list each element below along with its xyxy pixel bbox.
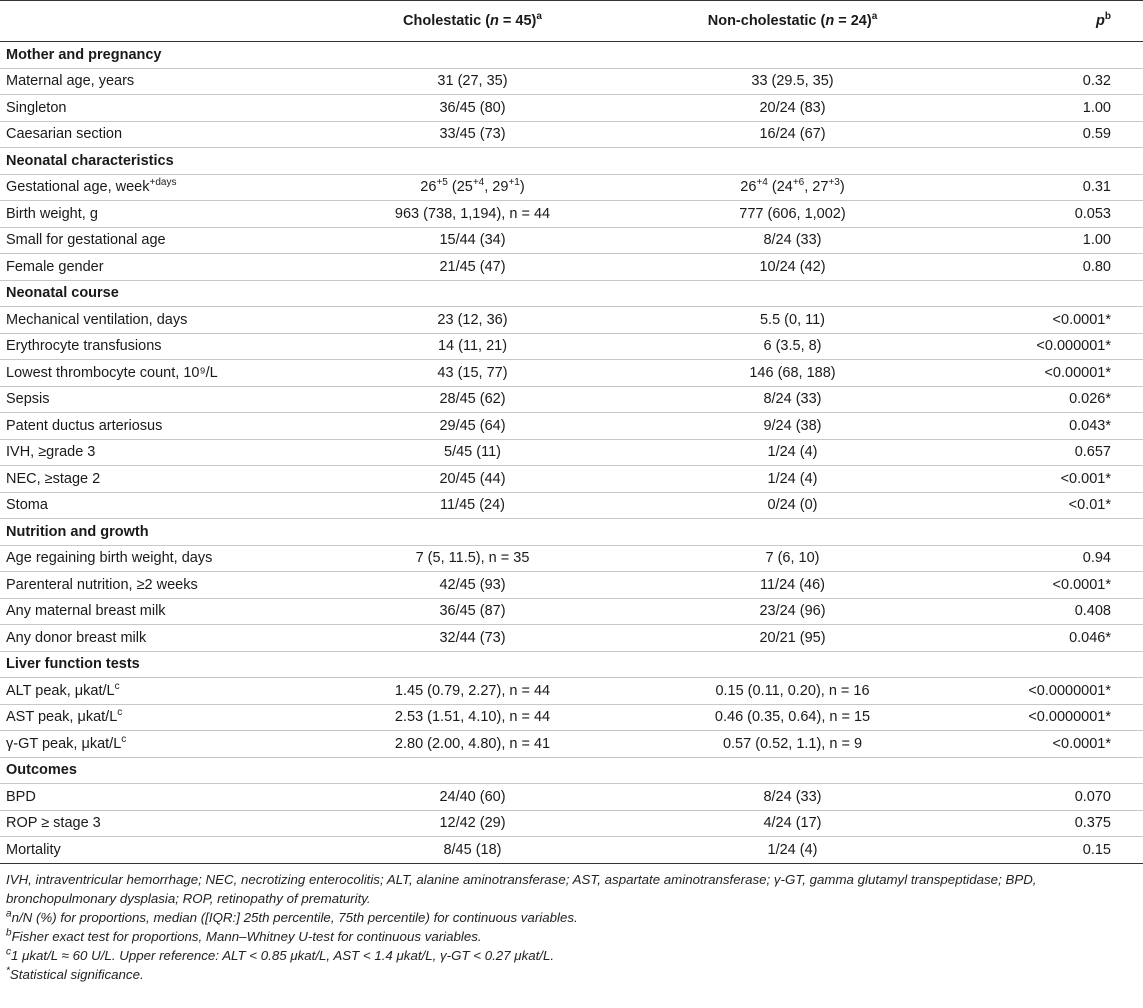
noncholestatic-value: 777 (606, 1,002) <box>630 201 955 228</box>
table-row <box>0 68 1143 95</box>
row-label: Mechanical ventilation, days <box>0 307 315 334</box>
table-body <box>0 42 1143 864</box>
noncholestatic-value: 8/24 (33) <box>630 227 955 254</box>
p-value: <0.01* <box>955 492 1143 519</box>
cholestatic-value: 2.53 (1.51, 4.10), n = 44 <box>315 704 630 731</box>
cholestatic-value: 15/44 (34) <box>315 227 630 254</box>
section-title: Neonatal characteristics <box>0 148 1143 175</box>
row-label: γ-GT peak, μkat/$L^c$ <box>0 731 315 758</box>
footnotes <box>0 870 1143 984</box>
noncholestatic-value: $26^{+4}$ ($24^{+6}$, $27^{+3}$) <box>630 174 955 201</box>
row-label: Age regaining birth weight, days <box>0 545 315 572</box>
header-cholestatic: Cholestatic (n = 45)$^a$ <box>315 1 630 42</box>
cholestatic-value: 36/45 (87) <box>315 598 630 625</box>
noncholestatic-value: 1/24 (4) <box>630 439 955 466</box>
row-label: Any donor breast milk <box>0 625 315 652</box>
p-value: 0.408 <box>955 598 1143 625</box>
p-value: 0.59 <box>955 121 1143 148</box>
row-label: ROP ≥ stage 3 <box>0 810 315 837</box>
row-label: Small for gestational age <box>0 227 315 254</box>
table-row <box>0 413 1143 440</box>
row-label: IVH, ≥grade 3 <box>0 439 315 466</box>
row-label: Parenteral nutrition, ≥2 weeks <box>0 572 315 599</box>
noncholestatic-value: 0/24 (0) <box>630 492 955 519</box>
cholestatic-value: 28/45 (62) <box>315 386 630 413</box>
row-label: AST peak, μkat/$L^c$ <box>0 704 315 731</box>
row-label: Singleton <box>0 95 315 122</box>
table-row <box>0 492 1143 519</box>
noncholestatic-value: 146 (68, 188) <box>630 360 955 387</box>
table-row <box>0 201 1143 228</box>
header-label-col <box>0 1 315 42</box>
cholestatic-value: 7 (5, 11.5), n = 35 <box>315 545 630 572</box>
header-row <box>0 1 1143 42</box>
cholestatic-value: 43 (15, 77) <box>315 360 630 387</box>
table-row <box>0 121 1143 148</box>
p-value: 0.32 <box>955 68 1143 95</box>
footnote-abbreviations: IVH, intraventricular hemorrhage; NEC, necrotizing enterocolitis; ALT, alanine aminotransferase; AST, aspartate aminotransferase; γ-GT, gamma glutamyl transpeptidase; BPD, bronchopulmonary dysplasia; ROP, retinopathy of prematurity. <box>6 871 1037 906</box>
section-title: Neonatal course <box>0 280 1143 307</box>
section-header-row <box>0 42 1143 69</box>
table-row <box>0 333 1143 360</box>
table-row <box>0 174 1143 201</box>
p-value: 0.375 <box>955 810 1143 837</box>
table-row <box>0 810 1143 837</box>
cholestatic-value: 11/45 (24) <box>315 492 630 519</box>
table-row <box>0 386 1143 413</box>
section-header-row <box>0 651 1143 678</box>
p-value: 0.046* <box>955 625 1143 652</box>
noncholestatic-value: 16/24 (67) <box>630 121 955 148</box>
table-row <box>0 307 1143 334</box>
p-value: 0.070 <box>955 784 1143 811</box>
cholestatic-value: 24/40 (60) <box>315 784 630 811</box>
row-label: Patent ductus arteriosus <box>0 413 315 440</box>
row-label: Stoma <box>0 492 315 519</box>
p-value: <0.00001* <box>955 360 1143 387</box>
p-value: <0.0001* <box>955 572 1143 599</box>
p-value: 0.31 <box>955 174 1143 201</box>
noncholestatic-value: 9/24 (38) <box>630 413 955 440</box>
row-label: Mortality <box>0 837 315 864</box>
row-label: NEC, ≥stage 2 <box>0 466 315 493</box>
p-value: 0.026* <box>955 386 1143 413</box>
table-row <box>0 254 1143 281</box>
table-row <box>0 704 1143 731</box>
noncholestatic-value: 11/24 (46) <box>630 572 955 599</box>
row-label: Caesarian section <box>0 121 315 148</box>
section-header-row <box>0 519 1143 546</box>
table-row <box>0 731 1143 758</box>
section-header-row <box>0 280 1143 307</box>
p-value: <0.000001* <box>955 333 1143 360</box>
noncholestatic-value: 10/24 (42) <box>630 254 955 281</box>
row-label: Maternal age, years <box>0 68 315 95</box>
noncholestatic-value: 1/24 (4) <box>630 837 955 864</box>
row-label: Lowest thrombocyte count, 10⁹/L <box>0 360 315 387</box>
footnote-b: $^b$Fisher exact test for proportions, Mann–Whitney U-test for continuous variables. <box>6 927 482 944</box>
cholestatic-value: 2.80 (2.00, 4.80), n = 41 <box>315 731 630 758</box>
noncholestatic-value: 23/24 (96) <box>630 598 955 625</box>
table-row <box>0 678 1143 705</box>
cholestatic-value: 21/45 (47) <box>315 254 630 281</box>
noncholestatic-value: 8/24 (33) <box>630 784 955 811</box>
cholestatic-value: 14 (11, 21) <box>315 333 630 360</box>
p-value: 1.00 <box>955 227 1143 254</box>
p-value: 0.94 <box>955 545 1143 572</box>
cholestatic-value: 963 (738, 1,194), n = 44 <box>315 201 630 228</box>
row-label: Female gender <box>0 254 315 281</box>
p-value: <0.0001* <box>955 307 1143 334</box>
noncholestatic-value: 0.57 (0.52, 1.1), n = 9 <box>630 731 955 758</box>
row-label: Gestational age, week$^{+days}$ <box>0 174 315 201</box>
p-value: 0.043* <box>955 413 1143 440</box>
table-row <box>0 572 1143 599</box>
p-value: 1.00 <box>955 95 1143 122</box>
footnote-c: $^c$1 μkat/L ≈ 60 U/L. Upper reference: ALT < 0.85 μkat/L, AST < 1.4 μkat/L, γ-GT < 0.27 μkat/L. <box>6 946 555 963</box>
p-value: <0.0000001* <box>955 704 1143 731</box>
noncholestatic-value: 7 (6, 10) <box>630 545 955 572</box>
footnote-a: $^a$n/N (%) for proportions, median ([IQR:] 25th percentile, 75th percentile) for continuous variables. <box>6 908 578 925</box>
table-row <box>0 784 1143 811</box>
table-row <box>0 360 1143 387</box>
noncholestatic-value: 20/24 (83) <box>630 95 955 122</box>
row-label: Sepsis <box>0 386 315 413</box>
cholestatic-value: 36/45 (80) <box>315 95 630 122</box>
cholestatic-value: 23 (12, 36) <box>315 307 630 334</box>
noncholestatic-value: 0.46 (0.35, 0.64), n = 15 <box>630 704 955 731</box>
table-row <box>0 466 1143 493</box>
section-header-row <box>0 757 1143 784</box>
noncholestatic-value: 8/24 (33) <box>630 386 955 413</box>
table-row <box>0 439 1143 466</box>
cholestatic-value: $26^{+5}$ ($25^{+4}$, $29^{+1}$) <box>315 174 630 201</box>
row-label: Erythrocyte transfusions <box>0 333 315 360</box>
noncholestatic-value: 33 (29.5, 35) <box>630 68 955 95</box>
table-row <box>0 227 1143 254</box>
cholestatic-value: 31 (27, 35) <box>315 68 630 95</box>
cholestatic-value: 32/44 (73) <box>315 625 630 652</box>
noncholestatic-value: 20/21 (95) <box>630 625 955 652</box>
p-value: <0.0000001* <box>955 678 1143 705</box>
row-label: BPD <box>0 784 315 811</box>
table-row <box>0 837 1143 864</box>
p-value: 0.053 <box>955 201 1143 228</box>
section-header-row <box>0 148 1143 175</box>
cholestatic-value: 29/45 (64) <box>315 413 630 440</box>
noncholestatic-value: 4/24 (17) <box>630 810 955 837</box>
table-row <box>0 95 1143 122</box>
p-value: 0.80 <box>955 254 1143 281</box>
section-title: Nutrition and growth <box>0 519 1143 546</box>
cholestatic-value: 8/45 (18) <box>315 837 630 864</box>
p-value: 0.15 <box>955 837 1143 864</box>
cholestatic-value: 5/45 (11) <box>315 439 630 466</box>
p-value: <0.001* <box>955 466 1143 493</box>
footnote-star: *Statistical significance. <box>6 965 144 982</box>
cholestatic-value: 20/45 (44) <box>315 466 630 493</box>
cholestatic-value: 33/45 (73) <box>315 121 630 148</box>
noncholestatic-value: 0.15 (0.11, 0.20), n = 16 <box>630 678 955 705</box>
header-noncholestatic: Non-cholestatic (n = 24)$^a$ <box>630 1 955 42</box>
row-label: ALT peak, μkat/$L^c$ <box>0 678 315 705</box>
noncholestatic-value: 1/24 (4) <box>630 466 955 493</box>
noncholestatic-value: 6 (3.5, 8) <box>630 333 955 360</box>
row-label: Birth weight, g <box>0 201 315 228</box>
section-title: Outcomes <box>0 757 1143 784</box>
table-row <box>0 598 1143 625</box>
cholestatic-value: 1.45 (0.79, 2.27), n = 44 <box>315 678 630 705</box>
table-row <box>0 545 1143 572</box>
section-title: Liver function tests <box>0 651 1143 678</box>
p-value: <0.0001* <box>955 731 1143 758</box>
header-p-value: $p^b$ <box>955 1 1143 42</box>
p-value: 0.657 <box>955 439 1143 466</box>
cholestatic-value: 42/45 (93) <box>315 572 630 599</box>
noncholestatic-value: 5.5 (0, 11) <box>630 307 955 334</box>
row-label: Any maternal breast milk <box>0 598 315 625</box>
section-title: Mother and pregnancy <box>0 42 1143 69</box>
cholestatic-value: 12/42 (29) <box>315 810 630 837</box>
table-row <box>0 625 1143 652</box>
